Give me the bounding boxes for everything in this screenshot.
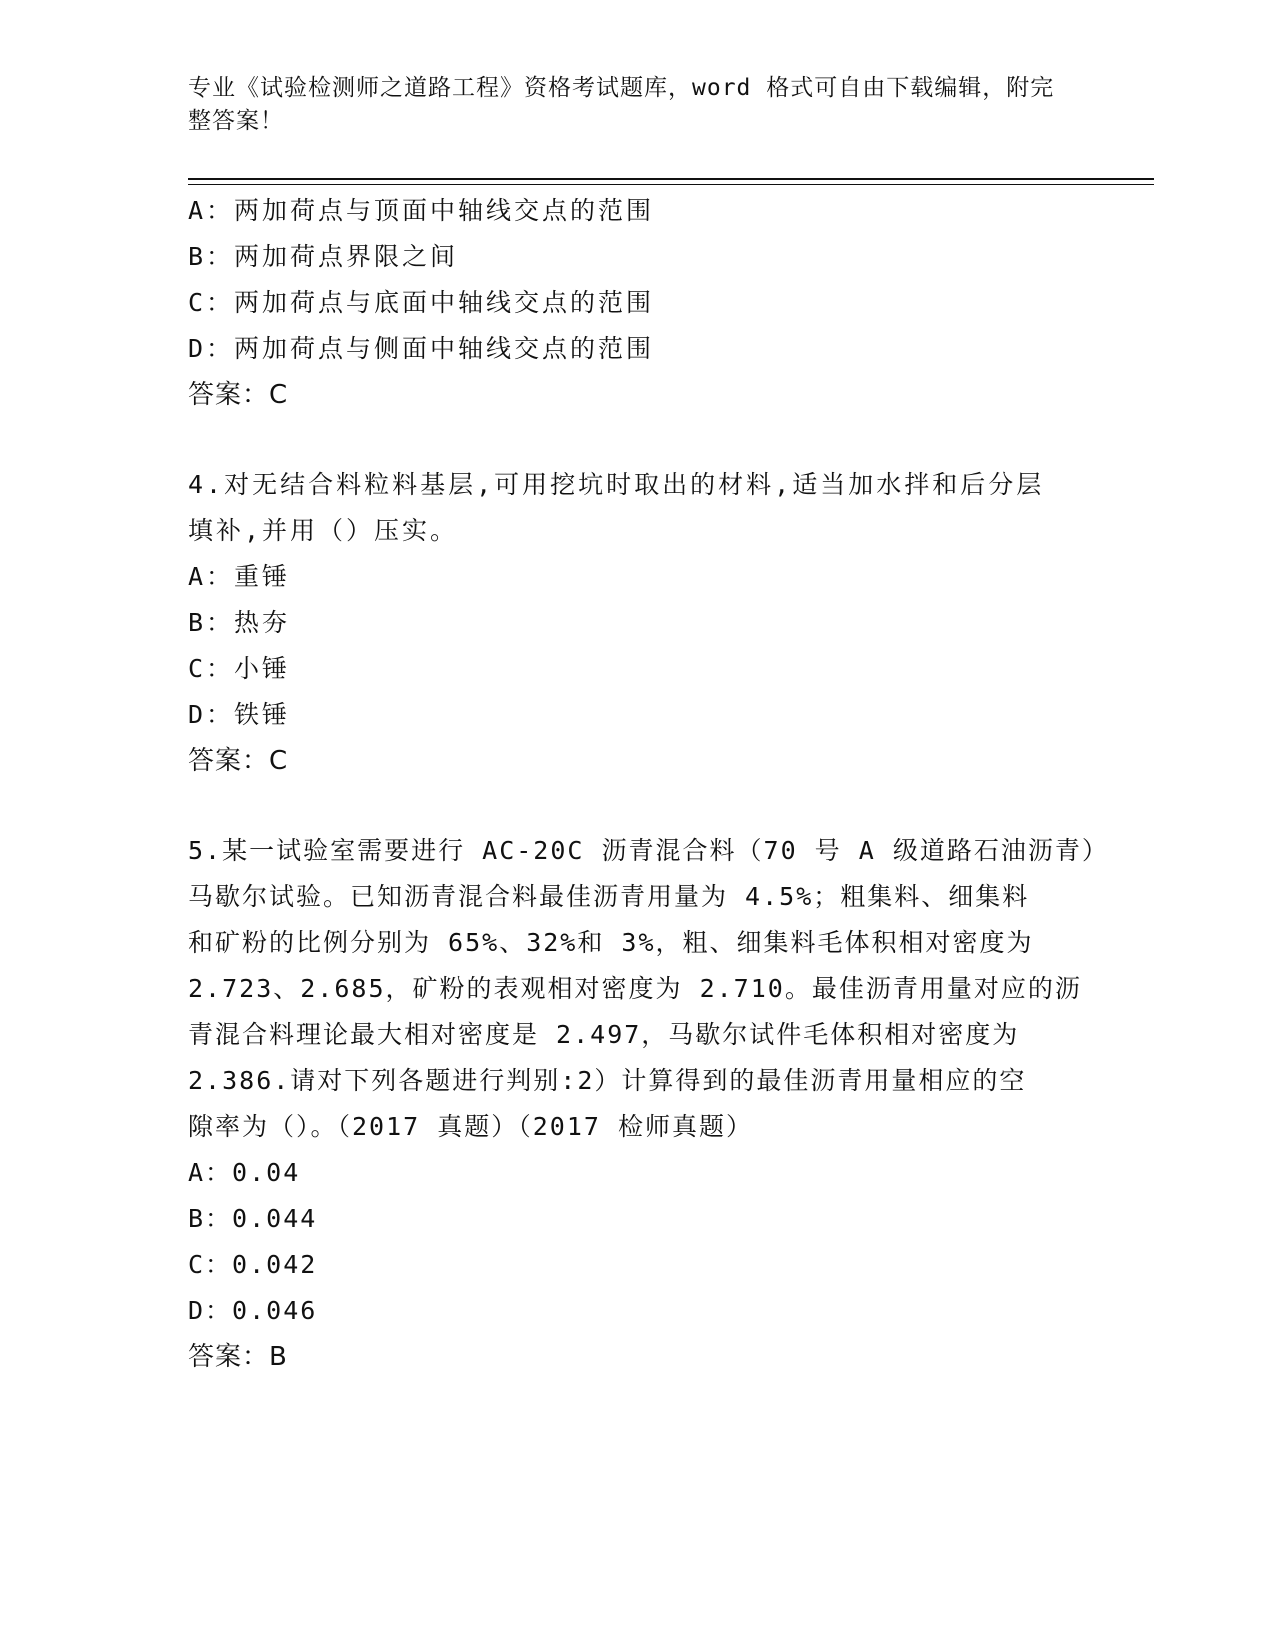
option-a: A：两加荷点与顶面中轴线交点的范围: [188, 196, 655, 225]
question-line: 2.386.请对下列各题进行判别:2）计算得到的最佳沥青用量相应的空: [188, 1066, 1027, 1095]
option-c: C：0.042: [188, 1250, 318, 1279]
option-d: D：0.046: [188, 1296, 318, 1325]
question-line: 青混合料理论最大相对密度是 2.497，马歇尔试件毛体积相对密度为: [188, 1020, 1020, 1049]
question-line: 4.对无结合料粒料基层,可用挖坑时取出的材料,适当加水拌和后分层: [188, 470, 1045, 499]
question-line: 填补,并用（）压实。: [188, 516, 459, 545]
question-line: 5.某一试验室需要进行 AC-20C 沥青混合料（70 号 A 级道路石油沥青）: [188, 836, 1109, 865]
question-line: 隙率为（）。（2017 真题）（2017 检师真题）: [188, 1112, 754, 1141]
question-3: [188, 188, 1088, 418]
spacer: [188, 784, 1088, 828]
header-divider-thin: [188, 184, 1154, 185]
question-line: 和矿粉的比例分别为 65%、32%和 3%，粗、细集料毛体积相对密度为: [188, 928, 1034, 957]
answer: 答案：C: [188, 380, 289, 410]
option-c: C：小锤: [188, 654, 291, 683]
header-divider-thick: [188, 178, 1154, 180]
question-4: [188, 462, 1088, 784]
answer: 答案：B: [188, 1342, 288, 1372]
question-list: [188, 188, 1109, 1380]
option-d: D：铁锤: [188, 700, 291, 729]
option-b: B：两加荷点界限之间: [188, 242, 459, 271]
option-b: B：0.044: [188, 1204, 318, 1233]
question-line: 2.723、2.685，矿粉的表观相对密度为 2.710。最佳沥青用量对应的沥: [188, 974, 1082, 1003]
option-b: B：热夯: [188, 608, 291, 637]
header-line-2: 整答案！: [188, 108, 284, 134]
spacer: [188, 418, 1088, 462]
answer: 答案：C: [188, 746, 289, 776]
option-a: A：0.04: [188, 1158, 301, 1187]
question-line: 马歇尔试验。已知沥青混合料最佳沥青用量为 4.5%；粗集料、细集料: [188, 882, 1030, 911]
question-5: [188, 828, 1109, 1380]
option-d: D：两加荷点与侧面中轴线交点的范围: [188, 334, 655, 363]
option-a: A：重锤: [188, 562, 291, 591]
question-text: [188, 828, 1109, 1150]
option-c: C：两加荷点与底面中轴线交点的范围: [188, 288, 655, 317]
page-header: [188, 72, 1068, 138]
question-text: [188, 462, 1088, 554]
header-line-1: 专业《试验检测师之道路工程》资格考试题库，word 格式可自由下载编辑，附完: [188, 75, 1055, 101]
